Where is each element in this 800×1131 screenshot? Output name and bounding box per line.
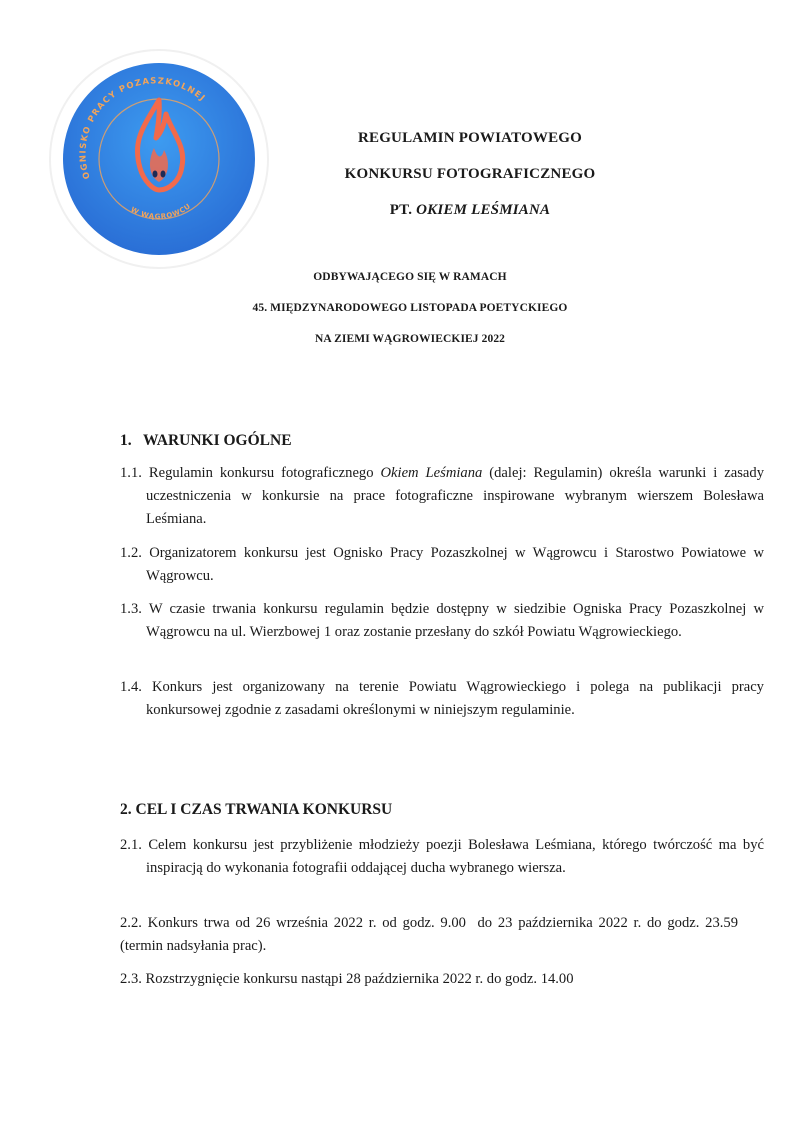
paragraph-number: 1.4. <box>120 679 152 695</box>
paragraph-number: 1.2. <box>120 545 150 561</box>
paragraph-number: 1.3. <box>120 601 149 617</box>
paragraph-1-4 <box>120 676 764 722</box>
paragraph-text: (dalej: Regulamin) określa warunki i zasady uczestniczenia w konkursie na prace fotograficzne inspirowane wybranym wierszem Bolesława Leśmiana. <box>146 465 764 527</box>
organization-logo <box>48 48 270 270</box>
paragraph-text: Celem konkursu jest przybliżenie młodzieży poezji Bolesława Leśmiana, którego twórczość ma być inspiracją do wykonania fotografii oddającej ducha wybranego wiersza. <box>146 837 764 876</box>
title-line-3 <box>240 202 700 219</box>
section-2-heading: 2. CEL I CZAS TRWANIA KONKURSU <box>120 801 393 818</box>
paragraph-1-3 <box>120 598 764 644</box>
paragraph-text: Konkurs trwa od 26 września 2022 r. od godz. 9.00 do 23 października 2022 r. do godz. 23.59 (termin nadsyłania prac). <box>120 915 742 954</box>
subtitle-line-2: 45. MIĘDZYNARODOWEGO LISTOPADA POETYCKIEGO <box>252 302 568 314</box>
title-line-1: REGULAMIN POWIATOWEGO <box>357 130 583 146</box>
paragraph-number: 1.1. <box>120 465 149 481</box>
title-prefix: PT. <box>389 202 417 218</box>
paragraph-2-3 <box>120 968 738 991</box>
paragraph-text: Rozstrzygnięcie konkursu nastąpi 28 października 2022 r. do godz. 14.00 <box>145 971 574 987</box>
paragraph-1-2 <box>120 542 764 588</box>
subtitle-line-1: ODBYWAJĄCEGO SIĘ W RAMACH <box>313 271 507 283</box>
logo-ring-text: OGNISKO PRACY POZASZKOLNEJ <box>78 76 208 181</box>
paragraph-number: 2.1. <box>120 837 149 853</box>
logo-emblem <box>48 48 270 270</box>
section-1-heading: 1. WARUNKI OGÓLNE <box>120 432 292 449</box>
logo-bottom-text: W WĄGROWCU <box>129 202 193 221</box>
title-line-2: KONKURSU FOTOGRAFICZNEGO <box>344 166 596 182</box>
paragraph-2-2 <box>120 912 742 958</box>
paragraph-italic-text: Okiem Leśmiana <box>380 465 483 481</box>
paragraph-1-1 <box>120 462 764 531</box>
paragraph-text: Konkurs jest organizowany na terenie Powiatu Wągrowieckiego i polega na publikacji pracy konkursowej zgodnie z zasadami określonymi w niniejszym regulaminie. <box>146 679 764 718</box>
subtitle-line-3: NA ZIEMI WĄGROWIECKIEJ 2022 <box>314 333 506 345</box>
paragraph-number: 2.2. <box>120 915 148 931</box>
title-contest-name: OKIEM LEŚMIANA <box>416 202 551 218</box>
paragraph-text: W czasie trwania konkursu regulamin będzie dostępny w siedzibie Ogniska Pracy Pozaszkolnej w Wągrowcu na ul. Wierzbowej 1 oraz zostanie przesłany do szkół Powiatu Wągrowieckiego. <box>146 601 764 640</box>
paragraph-text: Regulamin konkursu fotograficznego <box>148 465 381 481</box>
paragraph-number: 2.3. <box>120 971 146 987</box>
paragraph-2-1 <box>120 834 764 880</box>
paragraph-text: Organizatorem konkursu jest Ognisko Pracy Pozaszkolnej w Wągrowcu i Starostwo Powiatowe w Wągrowcu. <box>146 545 764 584</box>
